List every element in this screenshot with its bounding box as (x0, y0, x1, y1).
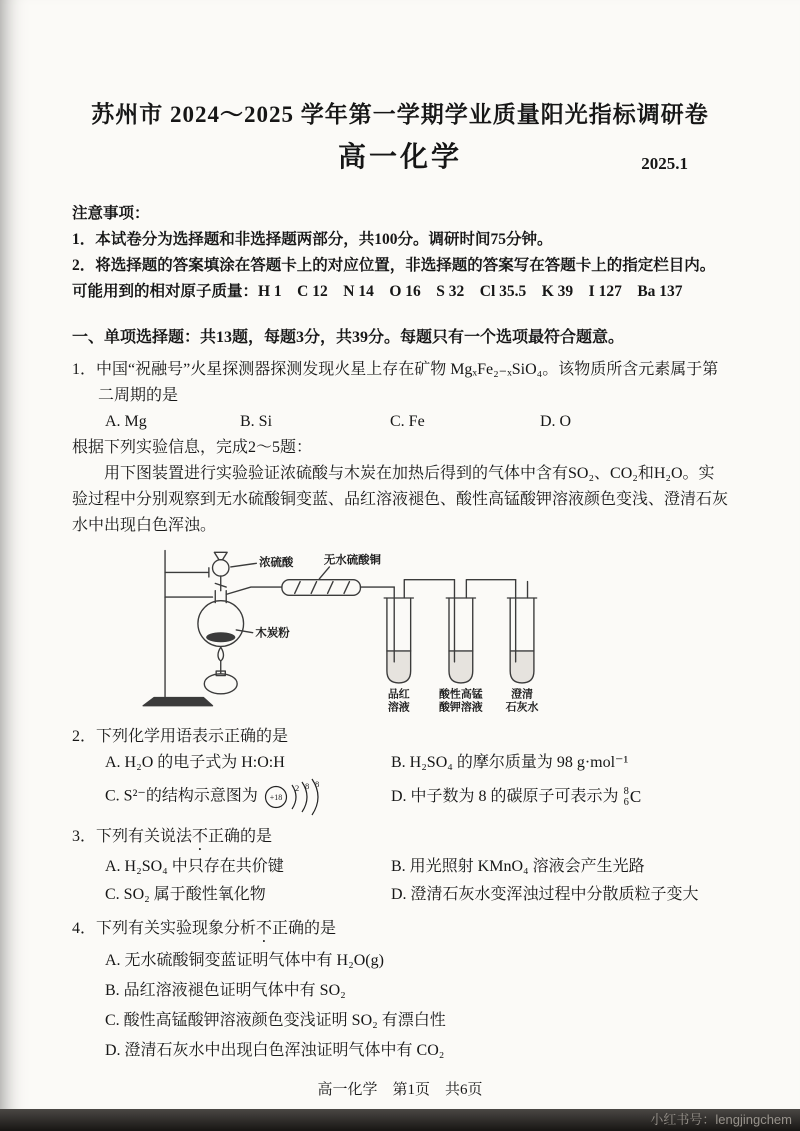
exam-body (0, 201, 800, 1066)
q3-stem-pre: 3．下列有关说法 (72, 828, 193, 845)
q2-option-c-text: C. S²⁻的结构示意图为 (105, 787, 258, 805)
q3-option-c: C. SO₂ 属于酸性氧化物 (105, 886, 266, 903)
q4-option-b: B. 品红溶液褪色证明气体中有 SO₂ (105, 982, 346, 999)
apparatus-diagram (134, 545, 554, 714)
q1-option-a: A. Mg (105, 413, 147, 430)
exam-title: 苏州市 2024～2025 学年第一学期学业质量阳光指标调研卷 (91, 102, 709, 127)
section-title: 一、单项选择题：共13题，每题3分，共39分。每题只有一个选项最符合题意。 (72, 329, 625, 346)
q1-options (72, 409, 728, 435)
q3-stem-emphasis: 不 (192, 828, 209, 845)
isotope-atomic-number: 6 (623, 797, 629, 809)
q3-option-d: D. 澄清石灰水变浑浊过程中分散质粒子变大 (391, 886, 699, 903)
q4-stem-emphasis: 不 (256, 920, 273, 937)
q3-option-a: A. H₂SO₄ 中只存在共价键 (105, 858, 284, 875)
q1-option-c: C. Fe (390, 413, 425, 430)
q4-stem (72, 916, 728, 946)
notice-item-2: 2．将选择题的答案填涂在答题卡上的对应位置，非选择题的答案写在答题卡上的指定栏目内。 (72, 257, 716, 274)
label-pointers (231, 563, 330, 632)
atomic-mass-line: 可能用到的相对原子质量：H 1 C 12 N 14 O 16 S 32 Cl 35.5 K 39 I 127 Ba 137 (72, 283, 683, 300)
experiment-intro: 根据下列实验信息，完成2～5题： (72, 439, 313, 456)
q2-option-a: A. H₂O 的电子式为 H:O:H (105, 754, 285, 771)
label-tube1-line1: 品红 (387, 688, 410, 701)
q4-option-a: A. 无水硫酸铜变蓝证明气体中有 H₂O(g) (105, 952, 384, 969)
label-tube1-line2: 溶液 (387, 701, 410, 714)
q2-option-c (105, 778, 391, 816)
atom-nucleus-charge: +18 (269, 793, 283, 802)
watermark-text: 小红书号：lengjingchem (650, 1112, 792, 1127)
q2-stem: 2．下列化学用语表示正确的是 (72, 728, 289, 745)
q2-option-d (391, 784, 728, 810)
subject-row (0, 135, 800, 177)
exam-date: 2025.1 (641, 154, 688, 173)
notice-title: 注意事项： (72, 205, 150, 222)
label-conc-acid: 浓硫酸 (259, 557, 294, 570)
label-tube2-line1: 酸性高锰 (438, 688, 483, 701)
isotope-notation (624, 784, 642, 810)
notice-item-1: 1．本试卷分为选择题和非选择题两部分，共100分。调研时间75分钟。 (72, 231, 553, 248)
isotope-mass-number: 8 (623, 786, 629, 798)
q2-option-d-text: D. 中子数为 8 的碳原子可表示为 (391, 787, 619, 805)
q1-option-d: D. O (540, 413, 572, 430)
q4-stem-post: 正确的是 (272, 920, 337, 937)
drying-tube (282, 580, 394, 596)
dropping-funnel (213, 552, 229, 590)
diagram-labels (255, 552, 538, 713)
label-tube3-line2: 石灰水 (505, 701, 539, 714)
q2-options (72, 750, 728, 816)
watermark-bar (0, 1109, 800, 1131)
subject-title: 高一化学 (337, 142, 462, 173)
isotope-symbol: C (629, 787, 642, 807)
q4-options (72, 946, 728, 1066)
label-tube3-line1: 澄清 (511, 688, 533, 701)
atom-shell-1: 2 (294, 783, 300, 793)
q3-options (72, 854, 728, 908)
q1-stem: 1．中国“祝融号”火星探测器探测发现火星上存在矿物 MgₓFe₂₋ₓSiO₄。该物质所含元素属于第二周期的是 (72, 361, 719, 404)
label-tube2-line2: 酸钾溶液 (438, 701, 483, 714)
iron-stand (143, 551, 212, 706)
q3-stem-post: 正确的是 (208, 828, 273, 845)
q4-stem-pre: 4．下列有关实验现象分析 (72, 920, 257, 937)
experiment-description: 用下图装置进行实验验证浓硫酸与木炭在加热后得到的气体中含有SO₂、CO₂和H₂O。实验过程中分别观察到无水硫酸铜变蓝、品红溶液褪色、酸性高锰酸钾溶液颜色变浅、澄清石灰水中出现白色浑浊。 (72, 465, 729, 534)
atom-shell-2: 8 (304, 781, 310, 791)
label-charcoal: 木炭粉 (255, 627, 290, 640)
label-cuso4: 无水硫酸铜 (323, 554, 381, 567)
atom-shell-3: 8 (314, 779, 320, 789)
q2-option-b: B. H₂SO₄ 的摩尔质量为 98 g·mol⁻¹ (391, 754, 629, 771)
alcohol-lamp (204, 647, 237, 694)
q4-option-c: C. 酸性高锰酸钾溶液颜色变浅证明 SO₂ 有漂白性 (105, 1012, 446, 1029)
notice-block (72, 201, 728, 305)
q1-option-b: B. Si (240, 413, 273, 430)
atom-structure-icon (263, 778, 335, 816)
page-footer: 高一化学 第1页 共6页 (317, 1082, 483, 1098)
q3-stem (72, 824, 728, 854)
q4-option-d: D. 澄清石灰水中出现白色浑浊证明气体中有 CO₂ (105, 1042, 445, 1059)
q3-option-b: B. 用光照射 KMnO₄ 溶液会产生光路 (391, 858, 645, 875)
